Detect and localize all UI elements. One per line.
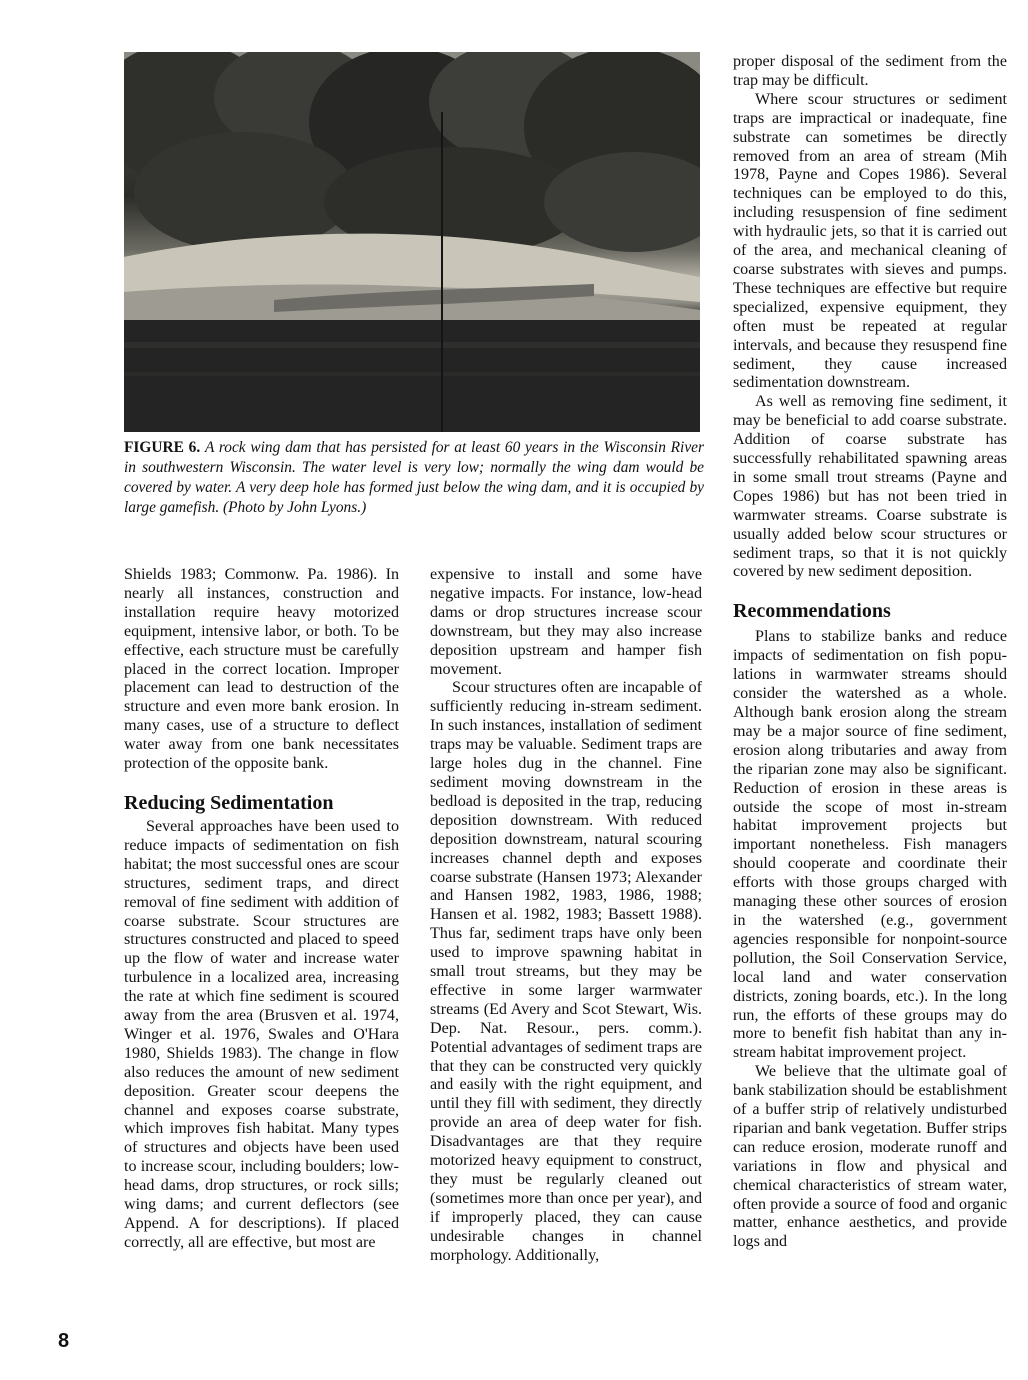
paragraph: Several approaches have been used to reduce impacts of sedimentation on fish habitat; the most successful ones are scour structures, sediment traps, and direct removal of fine sediment with addition of coarse substrate. Scour structures are structures constructed and placed to speed up the flow of water and increase water turbulence in a localized area, increasing the rate at which fine sediment is scoured away from the area (Brusven et al. 1974, Winger et al. 1976, Swales and O'Hara 1980, Shields 1983). The change in flow also reduces the amount of new sediment deposition. Greater scour deepens the channel and exposes coarse substrate, which improves fish habitat. Many types of structures and objects have been used to increase scour, including boulders; low-head dams, drop structures, or rock sills; wing dams; and current deflectors (see Append. A for descriptions). If placed correctly, all are effective, but most are — [124, 817, 399, 1251]
paragraph: Plans to stabilize banks and reduce impacts of sedimentation on fish populations in warmwater streams should consider the watershed as a whole. Although bank erosion along the stream may be a major source of fine sediment, erosion along tributaries and away from the riparian zone may also be significant. Reduction of erosion in these areas is outside the scope of most in-stream habitat improvement projects but important nonetheless. Fish managers should cooperate and coordinate their efforts with those groups charged with managing these other sources of erosion in the watershed (e.g., government agencies responsible for nonpoint-source pollution, the Soil Conservation Service, local land and water conservation districts, zoning boards, etc.). In the long run, the efforts of these groups may do more to benefit fish habitat than any in-stream habitat improvement project. — [733, 628, 1007, 1062]
paragraph: expensive to install and some have negative impacts. For instance, low-head dams or drop structures increase scour downstream, but they may also increase deposition upstream and hamper fish movement. — [430, 566, 702, 678]
paragraph: We believe that the ultimate goal of bank stabilization should be establishment of a buffer strip of relatively undisturbed riparian and bank vegetation. Buffer strips can reduce erosion, moderate runoff and variations in flow and physical and chemical characteristics of stream water, often provide a source of food and organic matter, enhance aesthetics, and provide logs and — [733, 1063, 1007, 1251]
paragraph: proper disposal of the sediment from the trap may be difficult. — [733, 53, 1007, 89]
column-2 — [430, 566, 702, 1266]
figure-caption-text: A rock wing dam that has persisted for at least 60 years in the Wisconsin River in southwestern Wisconsin. The water level is very low; normally the wing dam would be covered by water. A very deep hole has formed just below the wing dam, and it is occupied by large gamefish. (Photo by John Lyons.) — [124, 439, 704, 516]
column-1 — [124, 566, 399, 1253]
paragraph: As well as removing fine sediment, it may be beneficial to add coarse substrate. Addition of coarse substrate has successfully rehabilitated spawning areas in some small trout streams (Payne and Copes 1986) but has not been tried in warmwater streams. Coarse substrate is usually added below scour structures or sediment traps, so that it is not quickly covered by new sediment deposition. — [733, 393, 1007, 581]
paragraph: Scour structures often are incapable of sufficiently reducing in-stream sediment. In such instances, installation of sediment traps may be valuable. Sediment traps are large holes dug in the channel. Fine sediment moving downstream in the bedload is deposited in the trap, reducing deposition downstream. With reduced deposition downstream, natural scouring increases channel depth and exposes coarse substrate (Hansen 1973; Alexander and Hansen 1982, 1983, 1986, 1988; Hansen et al. 1982, 1983; Bassett 1988). Thus far, sediment traps have only been used to improve spawning habitat in small trout streams, but they may be effective in some larger warmwater streams (Ed Avery and Scot Stewart, Wis. Dep. Nat. Resour., pers. comm.). Potential advantages of sediment traps are that they can be constructed very quickly and easily with the right equipment, and until they fill with sediment, they directly provide an area of deep water for fish. Disadvantages are that they require motorized heavy equipment to construct, they must be regularly cleaned out (sometimes more than once per year), and if improperly placed, they can cause undesirable changes in channel morphology. Additionally, — [430, 679, 702, 1264]
river-photo-illustration — [124, 52, 700, 432]
figure-photo — [124, 52, 700, 432]
figure-label: FIGURE 6. — [124, 439, 201, 456]
section-heading-reducing-sedimentation: Reducing Sedimentation — [124, 791, 334, 814]
section-heading-recommendations: Recommendations — [733, 600, 891, 623]
page-number: 8 — [58, 1330, 70, 1352]
paragraph: Shields 1983; Commonw. Pa. 1986). In nearly all instances, construction and installation require heavy motorized equipment, intensive labor, or both. To be effective, each structure must be carefully placed in the correct location. Improper placement can lead to destruction of the structure and even more bank erosion. In many cases, use of a structure to deflect water away from one bank necessitates protection of the opposite bank. — [124, 566, 399, 773]
figure-caption — [124, 438, 704, 518]
paragraph: Where scour structures or sediment traps are impractical or inadequate, fine substrate can sometimes be directly removed from an area of stream (Mih 1978, Payne and Copes 1986). Several techniques can be employed to do this, including resuspension of fine sediment with hydraulic jets, so that it is carried out of the area, and mechanical cleaning of coarse substrates with sieves and pumps. These techniques are effective but require specialized, expensive equipment, they often must be repeated at regular intervals, and because they resuspend fine sediment, they cause increased sedimentation downstream. — [733, 90, 1007, 392]
column-3 — [733, 53, 1007, 1252]
